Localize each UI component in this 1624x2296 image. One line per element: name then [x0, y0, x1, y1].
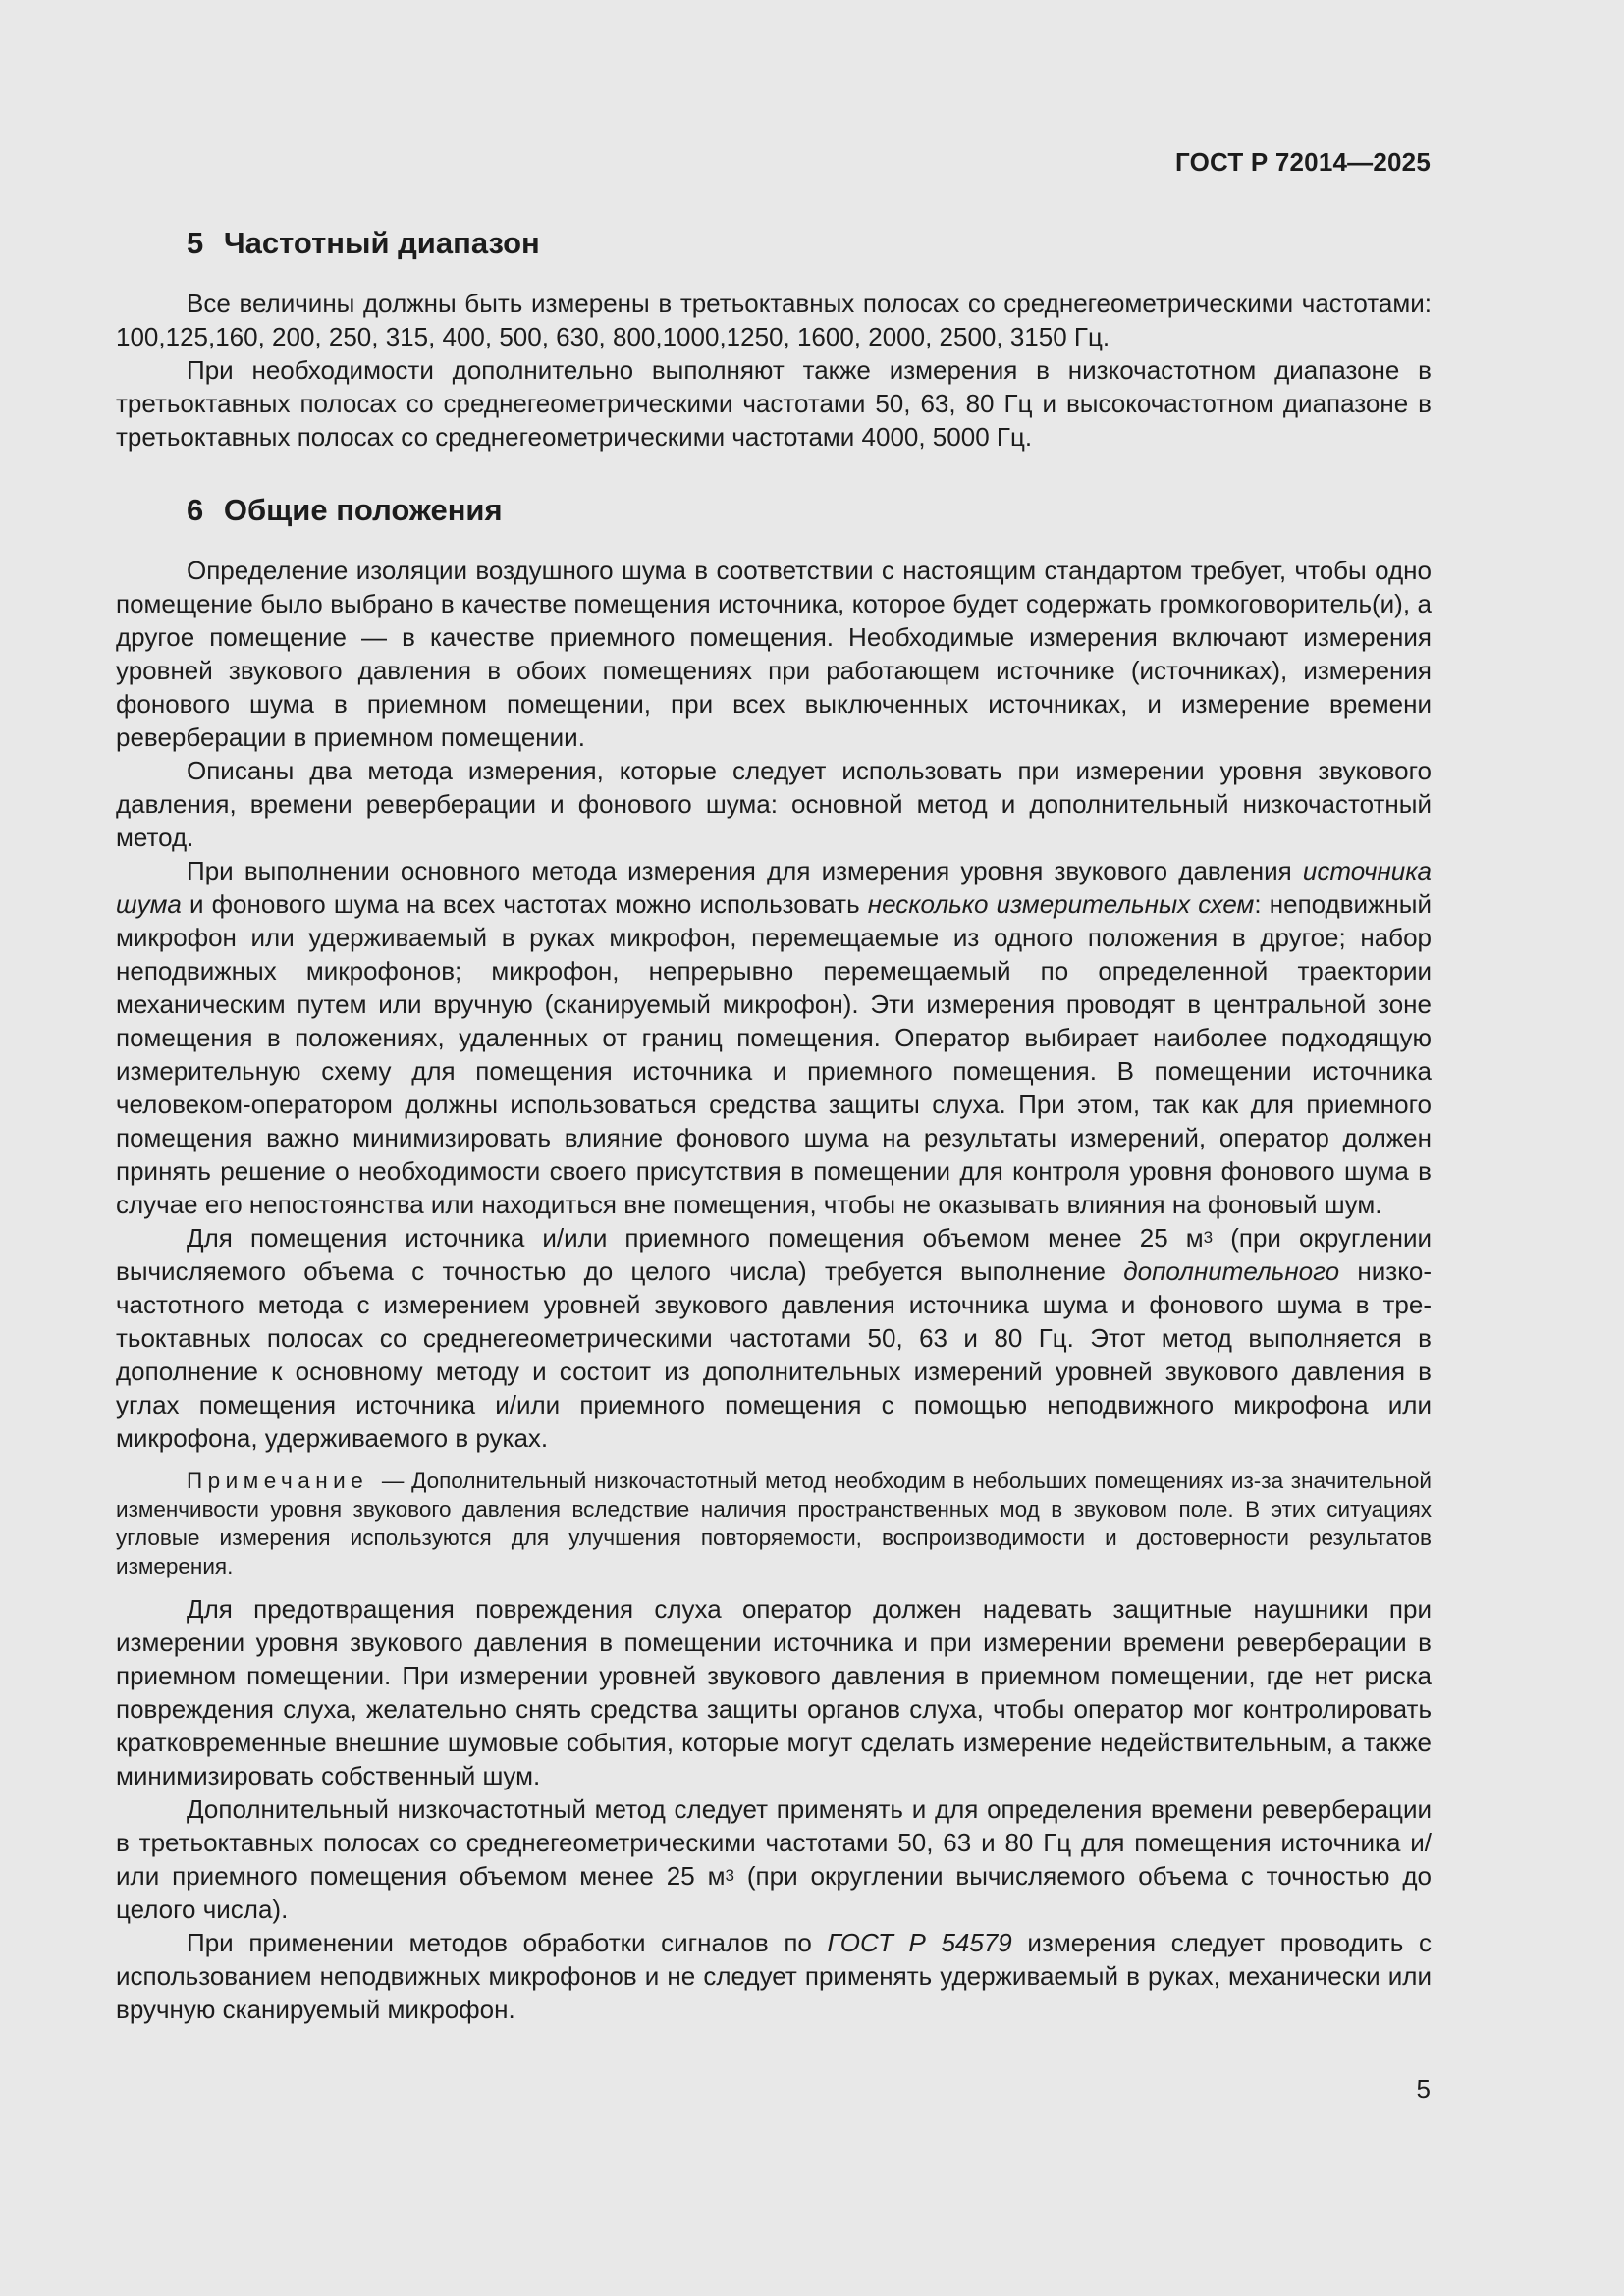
section-5-title: Частотный диапазон — [223, 226, 540, 260]
section-6-paragraph-4 — [116, 1221, 1432, 1455]
p4-superscript: 3 — [1203, 1228, 1214, 1247]
p3-text-c: : неподвижный микрофон или удерживаемый в руках микрофон, перемещаемые из одного положения в другое; набор неподвижных микрофонов; микрофон, непрерывно перемещаемый по определенной траектории механическим путем или вручную (сканируемый микрофон). Эти измерения проводят в центральной зоне помещения в положениях, удаленных от границ помещения. Оператор выбирает наиболее подходящую измерительную схему для помещения источника и приемного помещения. В помещении источника человеком-оператором должны использоваться средства защиты слуха. При этом, так как для приемного помещения важно минимизировать влияние фонового шума на результаты измерений, оператор должен принять решение о необходимости своего присутствия в помещении для контроля уровня фонового шума в случае его непостоянства или находиться вне помещения, чтобы не оказывать влияния на фоновый шум. — [116, 889, 1433, 1219]
p4-text-c: низкочастотного метода с измерением уровней звукового давления источника шума и фонового шума в третьоктавных полосах со среднегеометрическими частотами 50, 63 и 80 Гц. Этот метод выполняется в дополнение к основному методу и состоит из дополнительных измерений уровней звукового давления в углах помещения источника и/или приемного помещения с помощью неподвижного микрофона или микрофона, удерживаемого в руках. — [116, 1256, 1432, 1453]
p3-italic-1: источника шума — [116, 856, 1432, 919]
section-6-paragraph-2: Описаны два метода измерения, которые следует использовать при измерении уровня звукового давления, времени реверберации и фонового шума: основной метод и дополнительный низкочастотный метод. — [116, 756, 1432, 852]
section-5-heading — [116, 224, 1432, 263]
p4-italic-1: дополнительного — [1123, 1256, 1340, 1286]
section-6-paragraph-5: Для предотвращения повреждения слуха оператор должен надевать защитные наушники при измерении уровня звукового давления в помещении источника и при измерении времени реверберации в приемном помещении. При измерении уровней звукового давления в приемном помещении, где нет риска повреждения слуха, желательно снять средства защиты органов слуха, чтобы оператор мог контролировать кратковременные внешние шумовые события, которые могут сделать измерение недействительным, а также минимизировать собственный шум. — [116, 1594, 1432, 1790]
p7-text-a: При применении методов обработки сигналов по — [187, 1928, 828, 1957]
p4-text-b: (при округлении вычисляемого объема с точностью до целого числа) требуется выполнение — [116, 1223, 1432, 1286]
note-text: — Дополнительный низкочастотный метод необходим в небольших помещениях из-за значительной изменчивости уровня звукового давления вследствие наличия пространственных мод в звуковом поле. В этих ситуациях угловые измерения используются для улучшения повторяемости, воспроизводимости и достоверности результатов измерения. — [116, 1468, 1432, 1578]
document-code-header: ГОСТ Р 72014—2025 — [1175, 147, 1431, 177]
section-6-title: Общие положения — [223, 493, 503, 527]
section-6-paragraph-1: Определение изоляции воздушного шума в соответствии с настоящим стандартом требует, чтобы одно помещение было выбрано в качестве помещения источника, которое будет содержать громкоговоритель(и), а другое помещение — в качестве приемного помещения. Необходимые измерения включают измерения уровней звукового давления в обоих помещениях при работающем источнике (источниках), измерения фонового шума в приемном помещении, при всех выключенных источниках, и измерение времени реверберации в приемном помещении. — [116, 556, 1432, 752]
p6-superscript: 3 — [725, 1866, 734, 1885]
section-6 — [116, 491, 1432, 2026]
section-6-paragraph-7 — [116, 1926, 1432, 2026]
page-content — [116, 224, 1432, 2026]
section-5-paragraph-1: Все величины должны быть измерены в третьоктавных полосах со среднегеометрическими частотами: 100,125,160, 200, 250, 315, 400, 500, 630, 800,1000,1250, 1600, 2000, 2500, 3150 Гц. — [116, 289, 1432, 351]
section-5-number: 5 — [187, 226, 204, 260]
note-paragraph — [116, 1467, 1432, 1580]
p3-text-a: При выполнении основного метода измерения для измерения уровня звукового давления — [187, 856, 1303, 885]
p7-italic-1: ГОСТ Р 54579 — [827, 1928, 1012, 1957]
section-6-paragraph-6 — [116, 1792, 1432, 1926]
p4-text-a: Для помещения источника и/или приемного помещения объемом менее 25 м — [187, 1223, 1204, 1253]
section-5 — [116, 224, 1432, 454]
p6-text-b: (при округлении вычисляемого объема с точностью до целого числа). — [116, 1861, 1433, 1924]
note-label: Примечание — [187, 1468, 369, 1493]
p6-text-a: Дополнительный низкочастотный метод следует применять и для определения времени реверберации в третьоктавных полосах со среднегеометрическими частотами 50, 63 и 80 Гц для помещения источника и/или приемного помещения объемом менее 25 м — [116, 1794, 1432, 1891]
section-6-number: 6 — [187, 493, 204, 527]
p3-italic-2: несколько измерительных схем — [867, 889, 1255, 919]
section-6-paragraph-3 — [116, 854, 1432, 1221]
p7-text-b: измерения следует проводить с использованием неподвижных микрофонов и не следует применять удерживаемый в руках, механически или вручную сканируемый микрофон. — [116, 1928, 1432, 2024]
section-5-paragraph-2: При необходимости дополнительно выполняют также измерения в низкочастотном диапазоне в третьоктавных полосах со среднегеометрическими частотами 50, 63, 80 Гц и высокочастотном диапазоне в третьоктавных полосах со среднегеометрическими частотами 4000, 5000 Гц. — [116, 355, 1432, 452]
p3-text-b: и фонового шума на всех частотах можно использовать — [181, 889, 868, 919]
section-6-heading — [116, 491, 1432, 530]
page-number: 5 — [1416, 2074, 1431, 2104]
